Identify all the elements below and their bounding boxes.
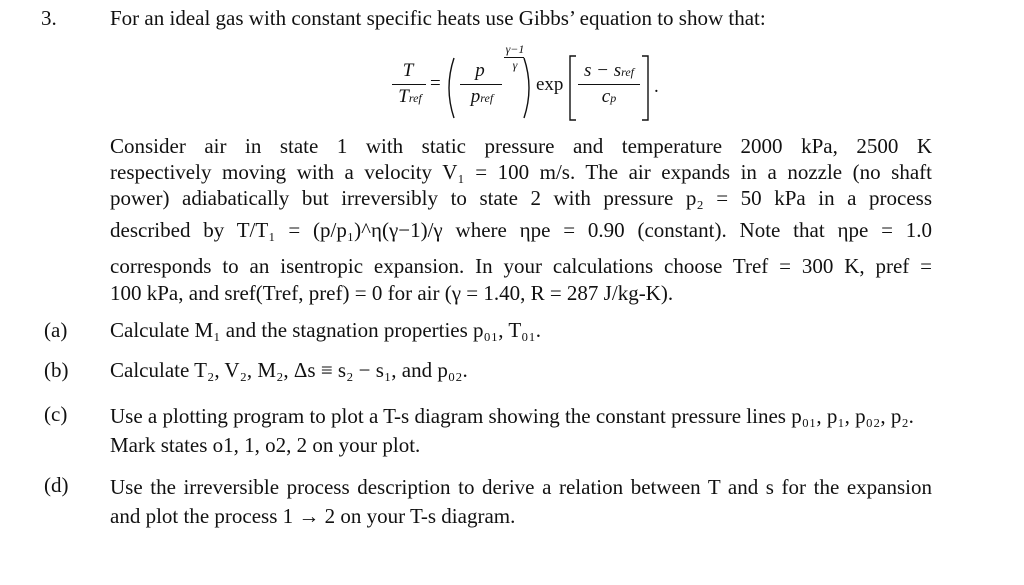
part-c-label: (c): [44, 402, 68, 426]
part-a-text: Calculate M₁ and the stagnation properties p₀₁, T₀₁.: [110, 318, 542, 342]
paragraph-line-2: respectively moving with a velocity V₁ = 100 m/s. The air expands in a nozzle (no shaft: [110, 160, 932, 184]
eq-frac-bar-2: [460, 84, 502, 85]
eq-exp-den: γ: [512, 58, 518, 72]
eq-frac-bar-3: [578, 84, 640, 85]
eq-pref: pref: [470, 86, 494, 107]
paragraph-line-6: 100 kPa, and sref(Tref, pref) = 0 for air (γ = 1.40, R = 287 J/kg-K).: [110, 281, 674, 305]
paragraph-line-4: described by T/T₁ = (p/p₁)^η(γ−1)/γ where ηpe = 0.90 (constant). Note that ηpe = 1.0: [110, 218, 932, 242]
eq-cp: cp: [601, 86, 617, 107]
paragraph-line-3: power) adiabatically but irreversibly to state 2 with pressure p₂ = 50 kPa in a process: [110, 186, 932, 210]
eq-frac-bar-1: [392, 84, 426, 85]
gibbs-equation: [390, 42, 660, 130]
paragraph-line-5: corresponds to an isentropic expansion. In your calculations choose Tref = 300 K, pref =: [110, 254, 932, 278]
eq-exp-word: exp: [536, 74, 564, 95]
part-b-text: Calculate T₂, V₂, M₂, Δs ≡ s₂ − s₁, and p₀₂.: [110, 358, 468, 382]
eq-s-minus-sref: s − sref: [584, 60, 634, 81]
part-c-text: Use a plotting program to plot a T-s diagram showing the constant pressure lines p₀₁, p₁, p₀₂, p₂. Mark states o1, 1, o2, 2 on your plot.: [110, 404, 914, 457]
paragraph-line-1: Consider air in state 1 with static pressure and temperature 2000 kPa, 2500 K: [110, 134, 932, 158]
part-d-text: Use the irreversible process description to derive a relation between T and s for the expansion and plot the process 1 → 2 on your T-s diagram.: [110, 475, 932, 528]
eq-T: T: [402, 60, 414, 81]
eq-period: .: [654, 76, 659, 97]
part-a-label: (a): [44, 318, 68, 342]
problem-intro: For an ideal gas with constant specific heats use Gibbs’ equation to show that:: [110, 6, 766, 30]
part-b-label: (b): [44, 358, 69, 382]
part-d-label: (d): [44, 473, 69, 497]
eq-p: p: [475, 60, 485, 81]
eq-Tref: Tref: [398, 86, 422, 107]
problem-number: 3.: [41, 6, 57, 30]
eq-equals: =: [430, 73, 441, 94]
eq-exp-num: γ−1: [505, 42, 525, 56]
